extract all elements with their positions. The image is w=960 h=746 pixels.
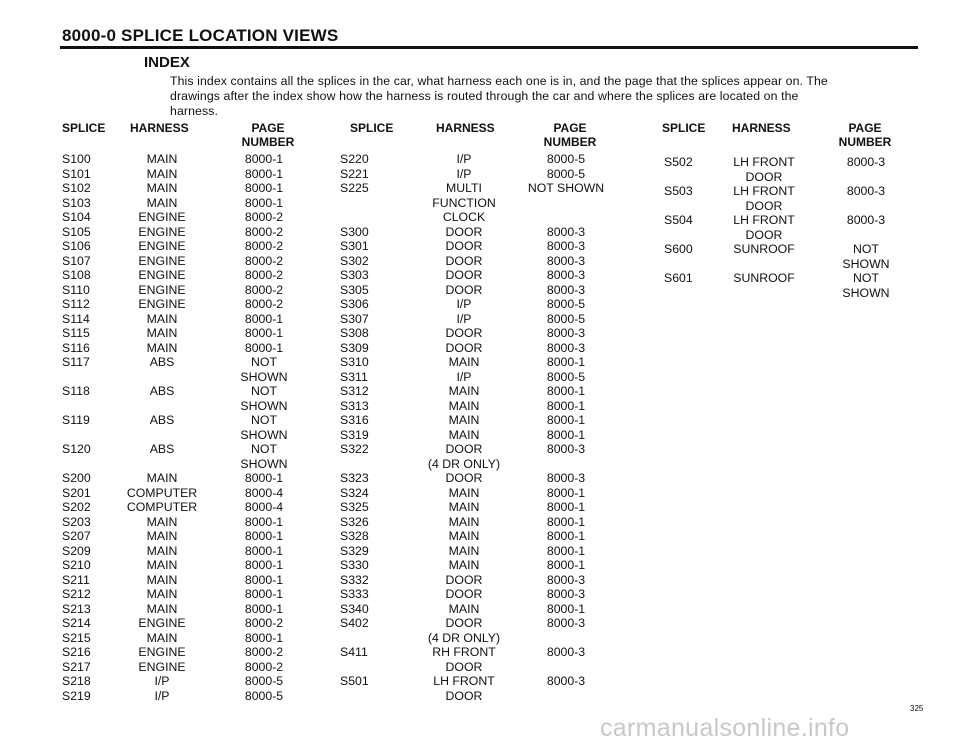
splice-id: S306 [340,297,369,311]
splice-id: S303 [340,268,369,282]
splice-id: S215 [62,630,91,645]
page-ref: 8000-2 [244,239,284,253]
splice-id: S219 [62,688,91,703]
harness-name: DOOR [445,282,483,297]
page-ref: 8000-1 [244,587,284,601]
splice-header-3: SPLICE [662,121,706,135]
title-rule [60,46,918,49]
harness-name: I/P [456,152,472,166]
splice-id: S324 [340,485,369,500]
page-ref: NOT SHOWN [527,181,605,195]
harness-name: ENGINE [138,297,186,311]
splice-id: S104 [62,210,91,224]
splice-id: S503 [664,184,693,198]
splice-id: S340 [340,601,369,616]
splice-id: S313 [340,398,369,413]
harness-name: MAIN [146,195,178,210]
page-ref: 8000-1 [244,181,284,195]
harness-name: MAIN [146,587,178,601]
harness-name: I/P [154,688,170,703]
harness-name: SUNROOF [733,271,795,285]
harness-name: DOOR [445,224,483,239]
page-ref: 8000-3 [846,213,886,227]
harness-name: MAIN [146,529,178,543]
page-ref: 8000-2 [244,282,284,297]
harness-name: COMPUTER [126,485,198,500]
page-ref: 8000-3 [546,326,586,340]
page-ref: 8000-1 [244,152,284,166]
splice-id: S329 [340,543,369,558]
harness-name: RH FRONT DOOR [432,645,496,674]
splice-id: S332 [340,572,369,587]
splice-id: S411 [340,645,368,659]
page-ref: 8000-1 [546,543,586,558]
splice-id: S213 [62,601,91,616]
splice-id: S201 [62,485,91,500]
splice-id: S114 [62,311,90,326]
page-ref: 8000-4 [244,500,284,514]
harness-name: ENGINE [138,253,186,268]
intro-paragraph: This index contains all the splices in the car, what harness each one is in, and the page that the splices appear on. The drawings after the index show how the harness is routed through the car and where the splices are located on the harness. [170,74,828,118]
splice-header-2: SPLICE [350,121,394,135]
harness-name: ENGINE [138,224,186,239]
splice-id: S216 [62,645,91,659]
harness-name: ENGINE [138,239,186,253]
page-title: 8000-0 SPLICE LOCATION VIEWS [62,26,339,45]
page-ref: 8000-1 [546,398,586,413]
harness-name: MAIN [146,630,178,645]
harness-name: DOOR (4 DR ONLY) [427,616,501,645]
harness-name: DOOR (4 DR ONLY) [427,442,501,471]
splice-id: S210 [62,558,91,572]
harness-name: I/P [154,674,170,688]
harness-name: MAIN [146,514,178,529]
splice-id: S106 [62,239,91,253]
splice-id: S101 [62,166,91,181]
splice-id: S105 [62,224,91,239]
splice-id: S600 [664,242,693,256]
splice-id: S207 [62,529,91,543]
page-ref: 8000-3 [546,239,586,253]
page-ref: 8000-1 [244,630,284,645]
splice-id: S322 [340,442,369,456]
page-ref: NOT SHOWN [842,242,890,271]
page-ref: 8000-3 [546,253,586,268]
page-number: 325 [910,704,924,713]
page-ref: 8000-3 [546,471,586,485]
harness-name: MAIN [146,471,178,485]
splice-id: S301 [340,239,369,253]
splice-header-1: SPLICE [62,121,106,135]
page-ref: 8000-3 [846,184,886,198]
harness-name: DOOR [445,268,483,282]
page-ref: 8000-1 [244,340,284,355]
page-ref: 8000-2 [244,268,284,282]
harness-name: MAIN [448,413,480,427]
page-ref: 8000-3 [846,155,886,169]
splice-id: S221 [340,166,369,181]
harness-name: MAIN [448,398,480,413]
harness-header-2: HARNESS [436,121,495,135]
splice-id: S218 [62,674,91,688]
splice-id: S102 [62,181,91,195]
harness-name: LH FRONT DOOR [733,184,795,213]
page-ref: 8000-1 [244,326,284,340]
page-ref: 8000-1 [244,558,284,572]
page-ref: 8000-3 [546,282,586,297]
splice-id: S312 [340,384,369,398]
splice-id: S119 [62,413,90,427]
page-ref: 8000-1 [244,601,284,616]
splice-id: S225 [340,181,369,195]
splice-id: S328 [340,529,369,543]
page-ref: 8000-1 [546,500,586,514]
page-ref: 8000-2 [244,659,284,674]
page-header-3: PAGE NUMBER [838,121,892,149]
page-ref: NOT SHOWN [240,384,288,413]
page-ref: NOT SHOWN [240,413,288,442]
page-ref: 8000-1 [546,355,586,369]
splice-id: S311 [340,369,368,384]
page-ref: 8000-2 [244,253,284,268]
page-ref: 8000-4 [244,485,284,500]
splice-id: S115 [62,326,90,340]
harness-name: MAIN [448,427,480,442]
splice-id: S217 [62,659,91,674]
harness-name: MAIN [448,384,480,398]
harness-name: MAIN [448,543,480,558]
splice-id: S103 [62,195,91,210]
harness-name: ENGINE [138,645,186,659]
harness-name: MAIN [146,152,178,166]
splice-id: S402 [340,616,369,630]
harness-name: MAIN [146,326,178,340]
harness-name: DOOR [445,471,483,485]
harness-name: ENGINE [138,210,186,224]
splice-id: S209 [62,543,91,558]
harness-name: LH FRONT DOOR [733,213,795,242]
page-ref: 8000-1 [244,514,284,529]
page-header-2: PAGE NUMBER [543,121,597,149]
page-ref: 8000-1 [244,311,284,326]
splice-id: S309 [340,340,369,355]
splice-id: S300 [340,224,369,239]
harness-name: MAIN [146,572,178,587]
page-ref: 8000-1 [244,529,284,543]
splice-id: S502 [664,155,693,169]
page-ref: 8000-1 [546,558,586,572]
harness-header-1: HARNESS [130,121,189,135]
splice-id: S504 [664,213,693,227]
splice-id: S310 [340,355,369,369]
page-ref: 8000-3 [546,442,586,456]
splice-id: S501 [340,674,369,688]
page-ref: 8000-3 [546,340,586,355]
splice-id: S107 [62,253,91,268]
splice-id: S202 [62,500,91,514]
harness-name: ABS [149,413,175,427]
splice-id: S117 [62,355,90,369]
harness-name: LH FRONT DOOR [433,674,495,703]
harness-name: I/P [456,369,472,384]
page-ref: 8000-1 [546,427,586,442]
splice-id: S316 [340,413,369,427]
harness-name: MAIN [146,558,178,572]
splice-id: S220 [340,152,369,166]
harness-name: MAIN [448,601,480,616]
harness-name: DOOR [445,587,483,601]
splice-id: S601 [664,271,693,285]
page-ref: 8000-3 [546,268,586,282]
harness-name: ENGINE [138,659,186,674]
harness-name: MAIN [146,340,178,355]
harness-header-3: HARNESS [732,121,791,135]
harness-name: ENGINE [138,268,186,282]
page-ref: 8000-1 [546,485,586,500]
page-ref: 8000-2 [244,616,284,630]
harness-name: COMPUTER [126,500,198,514]
page-ref: NOT SHOWN [240,442,288,471]
page-ref: 8000-2 [244,297,284,311]
page-ref: 8000-5 [546,166,586,181]
page-ref: 8000-3 [546,572,586,587]
page-ref: 8000-5 [244,688,284,703]
page-header-1: PAGE NUMBER [241,121,295,149]
harness-name: I/P [456,297,472,311]
harness-name: MULTI FUNCTION CLOCK [432,181,496,224]
page-ref: 8000-3 [546,224,586,239]
splice-id: S203 [62,514,91,529]
harness-name: DOOR [445,326,483,340]
page-ref: 8000-2 [244,224,284,239]
splice-id: S100 [62,152,91,166]
harness-name: MAIN [448,529,480,543]
watermark: carmanualsonline.info [600,714,850,742]
harness-name: MAIN [146,166,178,181]
page-ref: 8000-3 [546,645,586,659]
splice-id: S307 [340,311,369,326]
harness-name: SUNROOF [733,242,795,256]
harness-name: MAIN [146,601,178,616]
page-ref: 8000-1 [546,601,586,616]
page-ref: 8000-3 [546,616,586,630]
splice-id: S323 [340,471,369,485]
harness-name: MAIN [146,181,178,195]
splice-id: S118 [62,384,90,398]
page-ref: 8000-1 [244,572,284,587]
harness-name: MAIN [448,500,480,514]
page-ref: 8000-2 [244,210,284,224]
harness-name: I/P [456,311,472,326]
harness-name: ABS [149,384,175,398]
section-heading: INDEX [144,54,190,71]
page-ref: 8000-3 [546,587,586,601]
splice-id: S110 [62,282,90,297]
page-ref: 8000-3 [546,674,586,688]
harness-name: MAIN [448,514,480,529]
harness-name: ENGINE [138,616,186,630]
page-ref: 8000-1 [244,543,284,558]
splice-id: S214 [62,616,91,630]
page-ref: 8000-5 [546,297,586,311]
splice-id: S302 [340,253,369,268]
page-ref: NOT SHOWN [240,355,288,384]
page-ref: 8000-5 [546,311,586,326]
splice-id: S326 [340,514,369,529]
page-ref: 8000-1 [244,471,284,485]
splice-id: S116 [62,340,90,355]
splice-id: S319 [340,427,369,442]
harness-name: MAIN [448,558,480,572]
harness-name: LH FRONT DOOR [733,155,795,184]
page-ref: 8000-1 [244,195,284,210]
harness-name: DOOR [445,239,483,253]
splice-id: S308 [340,326,369,340]
page-ref: 8000-1 [546,413,586,427]
page-ref: 8000-5 [546,369,586,384]
harness-name: DOOR [445,340,483,355]
splice-id: S200 [62,471,91,485]
splice-id: S112 [62,297,90,311]
splice-id: S211 [62,572,90,587]
harness-name: DOOR [445,572,483,587]
page-ref: 8000-2 [244,645,284,659]
page-ref: 8000-5 [244,674,284,688]
page-ref: 8000-5 [546,152,586,166]
page-ref: 8000-1 [546,514,586,529]
splice-id: S212 [62,587,91,601]
harness-name: ABS [149,442,175,456]
splice-id: S120 [62,442,91,456]
page-ref: 8000-1 [546,384,586,398]
harness-name: I/P [456,166,472,181]
splice-id: S108 [62,268,91,282]
splice-id: S305 [340,282,369,297]
splice-id: S325 [340,500,369,514]
harness-name: MAIN [146,311,178,326]
harness-name: MAIN [448,355,480,369]
harness-name: ABS [149,355,175,369]
harness-name: MAIN [448,485,480,500]
splice-id: S330 [340,558,369,572]
page-ref: 8000-1 [244,166,284,181]
page-ref: NOT SHOWN [842,271,890,300]
page-ref: 8000-1 [546,529,586,543]
splice-id: S333 [340,587,369,601]
harness-name: ENGINE [138,282,186,297]
harness-name: MAIN [146,543,178,558]
harness-name: DOOR [445,253,483,268]
